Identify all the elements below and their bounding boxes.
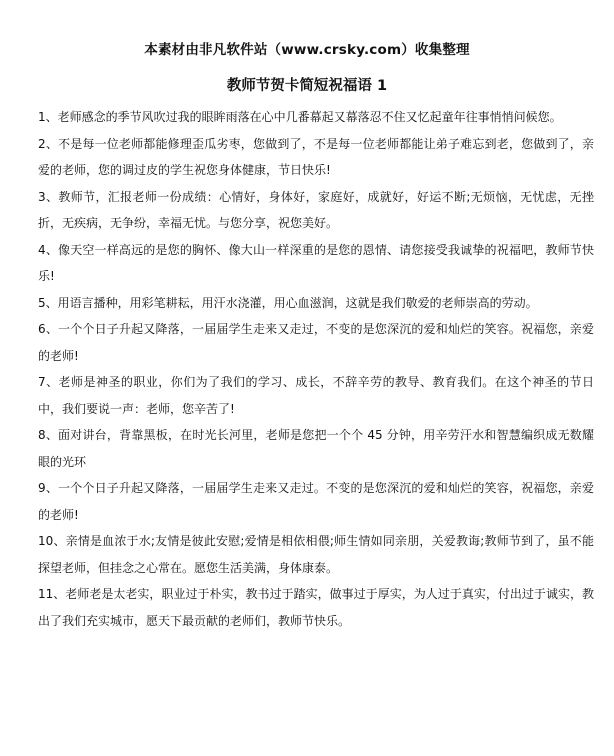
source-header: 本素材由非凡软件站（www.crsky.com）收集整理: [144, 42, 470, 58]
list-item: 6、一个个日子升起又降落，一届届学生走来又走过，不变的是您深沉的爱和灿烂的笑容。祝福您，亲爱的老师!: [38, 322, 594, 363]
list-item: 1、老师感念的季节风吹过我的眼眸雨落在心中几番幕起又幕落忍不住又忆起童年往事悄悄问候您。: [38, 110, 562, 124]
list-item: 4、像天空一样高远的是您的胸怀、像大山一样深重的是您的恩情、请您接受我诚挚的祝福吧，教师节快乐!: [38, 242, 594, 283]
list-item: 2、不是每一位老师都能修理歪瓜劣枣，您做到了，不是每一位老师都能让弟子难忘到老，您做到了，亲爱的老师，您的调过皮的学生祝您身体健康，节日快乐!: [38, 136, 594, 177]
list-item: 11、老师老是太老实，职业过于朴实，教书过于踏实，做事过于厚实，为人过于真实，付出过于诚实，教出了我们充实城市，愿天下最贡献的老师们，教师节快乐。: [38, 587, 594, 628]
list-item: 7、老师是神圣的职业，你们为了我们的学习、成长，不辞辛劳的教导、教育我们。在这个神圣的节日中，我们要说一声：老师，您辛苦了!: [38, 375, 594, 416]
list-item: 3、教师节，汇报老师一份成绩：心情好，身体好，家庭好，成就好，好运不断;无烦恼，无忧虑，无挫折，无疾病，无争纷，幸福无忧。与您分享，祝您美好。: [38, 189, 594, 230]
list-item: 8、面对讲台，背靠黑板，在时光长河里，老师是您把一个个 45 分钟，用辛劳汗水和智慧编织成无数耀眼的光环: [38, 428, 594, 469]
document-title: 教师节贺卡简短祝福语 1: [226, 78, 388, 94]
list-item: 9、一个个日子升起又降落，一届届学生走来又走过。不变的是您深沉的爱和灿烂的笑容，祝福您，亲爱的老师!: [38, 481, 594, 522]
list-item: 10、亲情是血浓于水;友情是彼此安慰;爱情是相依相偎;师生情如同亲朋，关爱教诲;教师节到了，虽不能探望老师，但挂念之心常在。愿您生活美满，身体康泰。: [38, 534, 594, 575]
list-item: 5、用语言播种，用彩笔耕耘，用汗水浇灌，用心血滋润，这就是我们敬爱的老师崇高的劳动。: [38, 295, 538, 310]
entries-list: [38, 104, 594, 634]
